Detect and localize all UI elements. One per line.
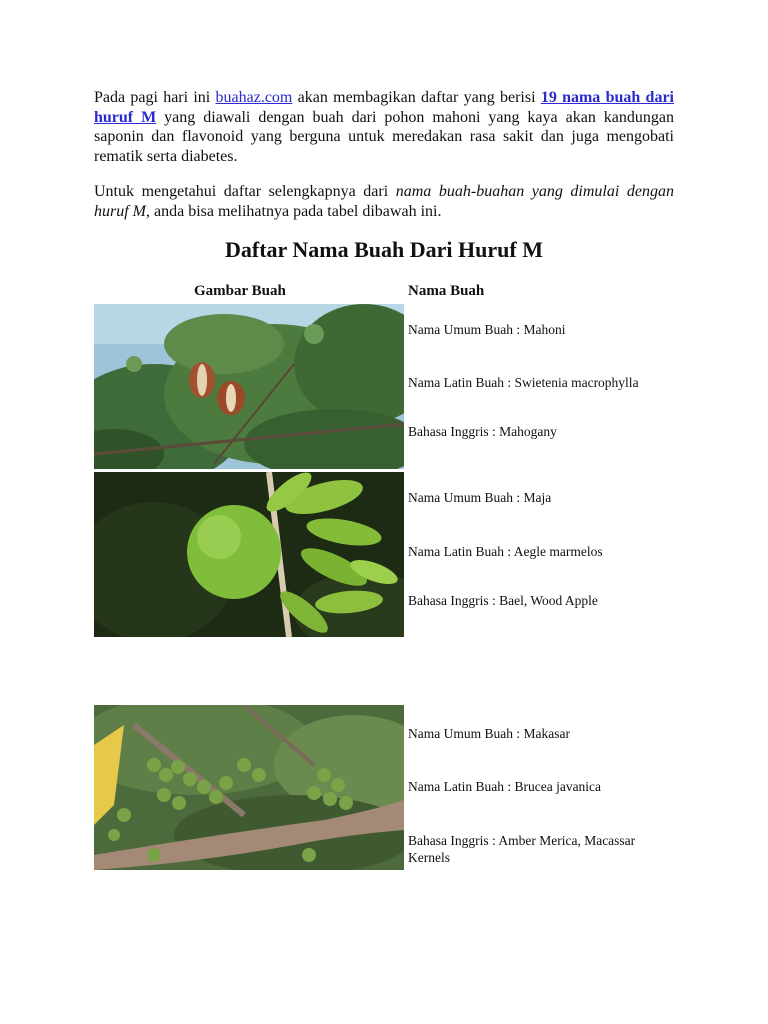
makasar-common-name: Nama Umum Buah : Makasar <box>408 726 570 741</box>
mahoni-english-name: Bahasa Inggris : Mahogany <box>408 424 557 439</box>
column-header-image: Gambar Buah <box>194 283 286 299</box>
makasar-latin-name: Nama Latin Buah : Brucea javanica <box>408 779 602 794</box>
maja-english-name: Bahasa Inggris : Bael, Wood Apple <box>408 593 598 608</box>
mahoni-latin-name: Nama Latin Buah : Swietenia macrophylla <box>408 375 639 390</box>
intro2-emphasis: nama buah-buahan yang dimulai dengan huruf M <box>94 183 674 220</box>
intro2-text-1: Untuk mengetahui daftar selengkapnya dari <box>94 183 396 200</box>
intro2-text-2: , anda bisa melihatnya pada tabel dibawah ini. <box>146 202 442 220</box>
mahoni-common-name: Nama Umum Buah : Mahoni <box>408 322 566 337</box>
mahoni-photo <box>94 304 404 469</box>
intro-text-2: akan membagikan daftar yang berisi <box>292 89 541 106</box>
maja-common-name: Nama Umum Buah : Maja <box>408 490 552 505</box>
makasar-english-name: Bahasa Inggris : Amber Merica, Macassar Kernels <box>408 833 636 865</box>
maja-photo <box>94 472 404 637</box>
maja-latin-name: Nama Latin Buah : Aegle marmelos <box>408 544 603 559</box>
buahaz-link[interactable]: buahaz.com <box>215 89 293 106</box>
makasar-photo <box>94 705 404 870</box>
intro-paragraph-2 <box>94 182 674 221</box>
page-title: Daftar Nama Buah Dari Huruf M <box>225 237 543 262</box>
column-header-name: Nama Buah <box>408 283 485 299</box>
nama-buah-m-link[interactable]: 19 nama buah dari huruf M <box>94 89 674 126</box>
intro-text-1: Pada pagi hari ini <box>94 89 216 106</box>
intro-paragraph <box>94 88 674 166</box>
intro-text-3: yang diawali dengan buah dari pohon mahoni yang kaya akan kandungan saponin dan flavonoid yang berguna untuk meredakan rasa sakit dan juga mengobati rematik serta diabetes. <box>94 108 674 165</box>
